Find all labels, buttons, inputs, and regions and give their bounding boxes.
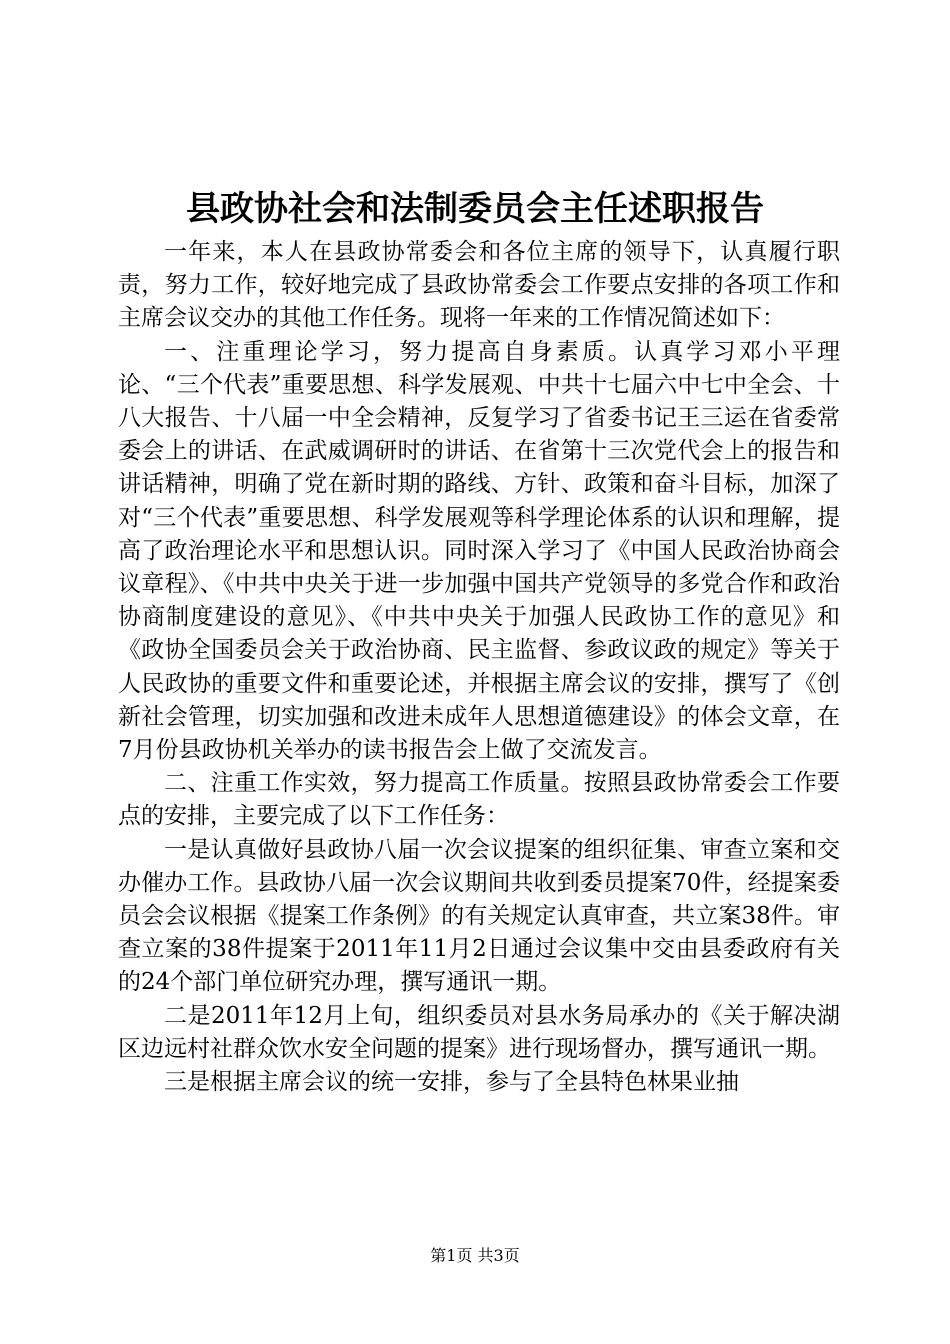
paragraph-item-one: 一是认真做好县政协八届一次会议提案的组织征集、审查立案和交办催办工作。县政协八届一次会议期间共收到委员提案70件，经提案委员会会议根据《提案工作条例》的有关规定认真审查，共立案38件。审查立案的38件提案于2011年11月2日通过会议集中交由县委政府有关的24个部门单位研究办理，撰写通讯一期。 xyxy=(118,836,840,996)
document-title: 县政协社会和法制委员会主任述职报告 xyxy=(186,189,764,229)
page-number-footer: 第1页 共3页 xyxy=(430,1246,520,1265)
document-body xyxy=(118,236,840,1099)
paragraph-intro: 一年来，本人在县政协常委会和各位主席的领导下，认真履行职责，努力工作，较好地完成了县政协常委会工作要点安排的各项工作和主席会议交办的其他工作任务。现将一年来的工作情况简述如下： xyxy=(118,239,840,332)
paragraph-item-three: 三是根据主席会议的统一安排，参与了全县特色林果业抽 xyxy=(164,1069,739,1096)
paragraph-item-two: 二是2011年12月上旬，组织委员对县水务局承办的《关于解决湖区边远村社群众饮水安全问题的提案》进行现场督办，撰写通讯一期。 xyxy=(118,1002,840,1062)
paragraph-theory-study: 一、注重理论学习，努力提高自身素质。认真学习邓小平理论、“三个代表”重要思想、科学发展观、中共十七届六中七中全会、十八大报告、十八届一中全会精神，反复学习了省委书记王三运在省委常委会上的讲话、在武威调研时的讲话、在省第十三次党代会上的报告和讲话精神，明确了党在新时期的路线、方针、政策和奋斗目标，加深了对“三个代表”重要思想、科学发展观等科学理论体系的认识和理解，提高了政治理论水平和思想认识。同时深入学习了《中国人民政治协商会议章程》、《中共中央关于进一步加强中国共产党领导的多党合作和政治协商制度建设的意见》、《中共中央关于加强人民政协工作的意见》和《政协全国委员会关于政治协商、民主监督、参政议政的规定》等关于人民政协的重要文件和重要论述，并根据主席会议的安排，撰写了《创新社会管理，切实加强和改进未成年人思想道德建设》的体会文章，在7月份县政协机关举办的读书报告会上做了交流发言。 xyxy=(118,338,840,764)
paragraph-work-effect: 二、注重工作实效，努力提高工作质量。按照县政协常委会工作要点的安排，主要完成了以下工作任务： xyxy=(118,770,840,830)
